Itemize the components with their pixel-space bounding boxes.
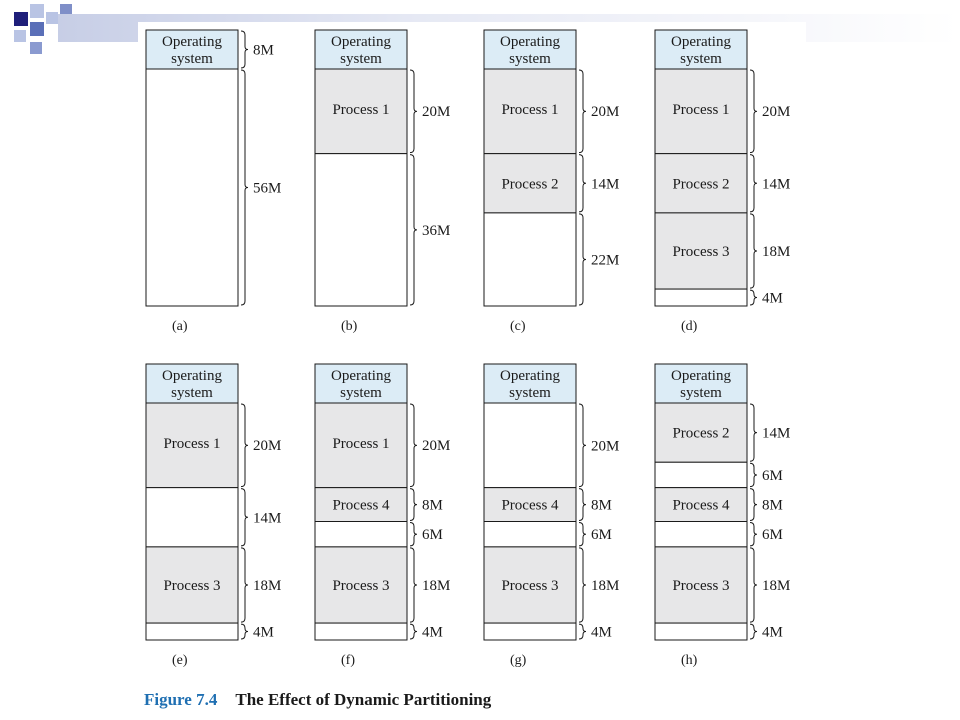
- process-label: Process 4: [332, 497, 390, 514]
- memory-segment-free: [655, 623, 747, 640]
- process-label: Process 4: [501, 497, 559, 514]
- segment-size-label: 8M: [422, 497, 443, 514]
- memory-segment-free: [655, 289, 747, 306]
- memory-segment-free: [315, 623, 407, 640]
- memory-segment-free: [655, 462, 747, 487]
- process-label: Process 1: [501, 102, 559, 118]
- segment-brace: [750, 70, 757, 153]
- os-label: Operating system: [162, 34, 222, 67]
- segment-size-label: 18M: [762, 243, 791, 260]
- os-label: Operating system: [671, 368, 731, 401]
- diagram-label: (d): [681, 319, 698, 334]
- process-label: Process 4: [672, 497, 730, 514]
- segment-brace: [750, 523, 757, 546]
- segment-size-label: 6M: [762, 467, 783, 484]
- process-label: Process 3: [332, 577, 390, 594]
- segment-brace: [750, 290, 757, 305]
- segment-brace: [241, 70, 248, 305]
- segment-brace: [750, 463, 757, 486]
- process-label: Process 1: [672, 102, 730, 118]
- segment-brace: [241, 624, 248, 639]
- os-label: Operating system: [331, 34, 391, 67]
- segment-size-label: 14M: [762, 176, 791, 193]
- os-label: Operating system: [500, 368, 560, 401]
- os-label: Operating system: [162, 368, 222, 401]
- process-label: Process 2: [672, 425, 730, 442]
- diagram-label: (e): [172, 653, 188, 668]
- segment-brace: [410, 548, 417, 622]
- segment-size-label: 4M: [762, 290, 783, 307]
- segment-brace: [750, 548, 757, 622]
- process-label: Process 3: [672, 243, 730, 260]
- segment-size-label: 18M: [762, 577, 791, 594]
- segment-size-label: 6M: [591, 527, 612, 544]
- segment-brace: [579, 404, 586, 487]
- process-label: Process 1: [332, 436, 390, 452]
- segment-size-label: 18M: [591, 577, 620, 594]
- diagram-label: (g): [510, 653, 527, 668]
- segment-size-label: 18M: [253, 577, 282, 594]
- process-label: Process 2: [501, 176, 559, 193]
- figure-caption: [144, 690, 491, 710]
- segment-brace: [579, 489, 586, 521]
- segment-size-label: 8M: [253, 42, 274, 59]
- segment-brace: [579, 155, 586, 212]
- segment-size-label: 18M: [422, 577, 451, 594]
- segment-size-label: 14M: [762, 425, 791, 442]
- diagram-label: (a): [172, 319, 188, 334]
- process-label: Process 3: [672, 577, 730, 594]
- segment-size-label: 20M: [253, 438, 282, 454]
- segment-brace: [410, 489, 417, 521]
- segment-brace: [579, 70, 586, 153]
- memory-segment-free: [484, 213, 576, 306]
- segment-size-label: 14M: [591, 176, 620, 193]
- memory-segment-free: [146, 623, 238, 640]
- segment-size-label: 6M: [762, 527, 783, 544]
- segment-brace: [410, 523, 417, 546]
- segment-brace: [410, 404, 417, 487]
- segment-size-label: 8M: [591, 497, 612, 514]
- diagram-label: (b): [341, 319, 358, 334]
- segment-size-label: 20M: [591, 104, 620, 120]
- segment-size-label: 6M: [422, 527, 443, 544]
- segment-size-label: 4M: [591, 624, 612, 641]
- memory-segment-free: [146, 488, 238, 547]
- segment-size-label: 20M: [422, 438, 451, 454]
- segment-size-label: 4M: [762, 624, 783, 641]
- segment-brace: [410, 624, 417, 639]
- segment-brace: [750, 155, 757, 212]
- segment-brace: [750, 404, 757, 461]
- diagram-label: (c): [510, 319, 526, 334]
- os-label: Operating system: [671, 34, 731, 67]
- process-label: Process 1: [332, 102, 390, 118]
- segment-brace: [579, 548, 586, 622]
- process-label: Process 1: [163, 436, 221, 452]
- process-label: Process 3: [501, 577, 559, 594]
- memory-segment-free: [146, 69, 238, 306]
- segment-brace: [579, 624, 586, 639]
- segment-size-label: 4M: [253, 624, 274, 641]
- os-label: Operating system: [500, 34, 560, 67]
- figure-number: Figure 7.4: [144, 690, 218, 709]
- process-label: Process 3: [163, 577, 221, 594]
- memory-segment-free: [484, 623, 576, 640]
- segment-size-label: 22M: [591, 252, 620, 269]
- segment-size-label: 8M: [762, 497, 783, 514]
- os-label: Operating system: [331, 368, 391, 401]
- segment-size-label: 36M: [422, 222, 451, 239]
- segment-brace: [241, 404, 248, 487]
- memory-segment-free: [655, 522, 747, 547]
- segment-brace: [241, 489, 248, 546]
- segment-brace: [241, 548, 248, 622]
- segment-brace: [750, 624, 757, 639]
- segment-brace: [750, 214, 757, 288]
- segment-size-label: 20M: [591, 438, 620, 455]
- diagram-label: (h): [681, 653, 698, 668]
- segment-brace: [410, 155, 417, 305]
- memory-segment-free: [315, 522, 407, 547]
- segment-size-label: 14M: [253, 510, 282, 527]
- segment-size-label: 20M: [422, 104, 451, 120]
- memory-segment-free: [315, 154, 407, 306]
- memory-segment-free: [484, 403, 576, 488]
- segment-brace: [579, 214, 586, 305]
- segment-brace: [241, 31, 248, 68]
- segment-size-label: 20M: [762, 104, 791, 120]
- segment-size-label: 56M: [253, 180, 282, 197]
- memory-segment-free: [484, 522, 576, 547]
- segment-brace: [750, 489, 757, 521]
- figure-title: The Effect of Dynamic Partitioning: [235, 690, 492, 709]
- diagram-label: (f): [341, 653, 355, 668]
- segment-brace: [579, 523, 586, 546]
- segment-brace: [410, 70, 417, 153]
- process-label: Process 2: [672, 176, 730, 193]
- segment-size-label: 4M: [422, 624, 443, 641]
